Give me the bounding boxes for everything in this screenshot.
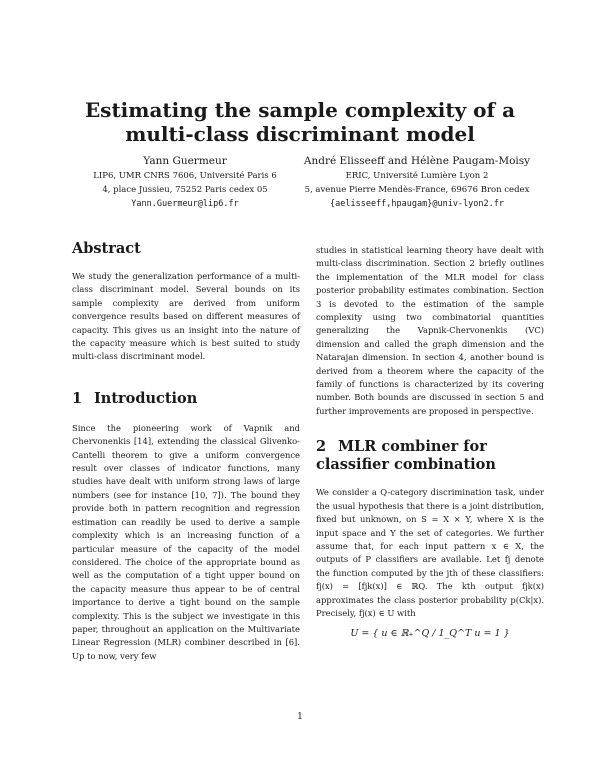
section-heading-introduction [72,390,300,408]
section-heading-mlr [316,438,544,474]
author-affiliation: ERIC, Université Lumière Lyon 2 [345,171,489,181]
author-address: 5, avenue Pierre Mendès-France, 69676 Bron cedex [304,185,530,195]
author-block-2 [288,153,546,211]
author-email: {aelisseeff,hpaugam}@univ-lyon2.fr [330,199,504,209]
section-number: 1 [72,389,83,407]
mlr-text: We consider a Q-category discrimination task, under the usual hypothesis that there is a joint distribution, fixed but unknown, on S = X × Y, where X is the input space and Y the set of categories. We further assume that, for each input pattern x ∈ X, the outputs of P classifiers are available. Let fj denote the function computed by the jth of these classifiers: fj(x) = [fjk(x)] ∈ ℝQ. The kth output fjk(x) approximates the class posterior probability p(Ck|x). Precisely, fj(x) ∈ U with [316,487,544,618]
author-block-1 [70,153,300,211]
introduction-continued-text: studies in statistical learning theory have dealt with multi-class discrimination. Section 2 briefly outlines the implementation of the MLR model for class posterior probability estimates combination. Section 3 is devoted to the estimation of the sample complexity using two combinatorial quantities generalizing the Vapnik-Chervonenkis (VC) dimension and called the graph dimension and the Natarajan dimension. In section 4, another bound is derived from a theorem where the capacity of the family of functions is characterized by its covering number. Both bounds are discussed in section 5 and further improvements are proposed in perspective. [316,245,544,416]
right-column [316,244,544,642]
author-name: André Elisseeff and Hélène Paugam-Moisy [303,155,531,167]
section-title: MLR combiner for classifier combination [316,438,496,474]
left-column [72,240,300,663]
section-number: 2 [316,438,327,456]
abstract-text: We study the generalization performance of a multi-class discriminant model. Several bounds on its sample complexity are derived from uniform convergence results based on different measures of capacity. This gives us an insight into the nature of the capacity measure which is best suited to study multi-class discriminant model. [72,271,300,362]
equation-u: U = { u ∈ ℝ₊^Q / 1_Q^T u = 1 } [350,628,510,640]
paper-title: Estimating the sample complexity of a multi-class discriminant model [84,98,516,146]
author-email: Yann.Guermeur@lip6.fr [131,199,239,209]
page-number: 1 [297,712,303,722]
author-affiliation: LIP6, UMR CNRS 7606, Université Paris 6 [93,171,277,181]
author-address: 4, place Jussieu, 75252 Paris cedex 05 [102,185,268,195]
introduction-text: Since the pioneering work of Vapnik and Chervonenkis [14], extending the classical Glivenko-Cantelli theorem to give a uniform convergence result over classes of indicator functions, many studies have dealt with uniform strong laws of large numbers (see for instance [10, 7]). The bound they provide both in pattern recognition and regression estimation can readily be used to derive a sample complexity which is an increasing function of a particular measure of the capacity of the model considered. The choice of the appropriate bound as well as the computation of a tight upper bound on the capacity measure thus appear to be of central importance to derive a tight bound on the sample complexity. This is the subject we investigate in this paper, throughout an application on the Multivariate Linear Regression (MLR) combiner described in [6]. Up to now, very few [72,422,300,661]
abstract-heading: Abstract [72,240,141,257]
author-name: Yann Guermeur [143,155,227,167]
section-title: Introduction [94,389,198,407]
